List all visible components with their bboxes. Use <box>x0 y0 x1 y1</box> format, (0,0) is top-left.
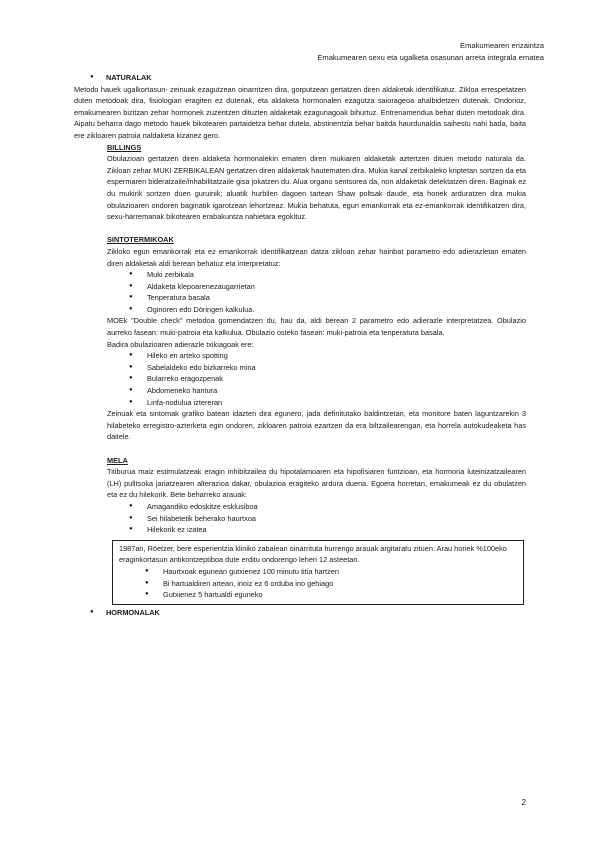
list-item: ● Abdomeneko hantura <box>129 385 526 397</box>
list-item: ● Sabelaldeko edo bizkarreko mina <box>129 362 526 374</box>
bullet-icon: ● <box>90 608 94 615</box>
list-item: ● Bularreko eragozpenak <box>129 373 526 385</box>
list-item: ● Tenperatura basala <box>129 292 526 304</box>
sintotermikoak-heading: SINTOTERMIKOAK <box>107 235 174 245</box>
mela-heading: MELA <box>107 455 128 465</box>
bullet-icon: ● <box>90 74 94 80</box>
list-item: ● Bi hartualdiren artean, inoiz ez 6 orduba ino gehiago <box>145 578 517 590</box>
roetzer-rules-box <box>112 540 524 605</box>
list-item: ● Muki zerbikala <box>129 269 526 281</box>
list-item: ● Hileko en arteko spotting <box>129 350 526 362</box>
roetzer-rules-list <box>145 566 517 601</box>
list-item: ● Oginoren edo Döringen kalkulua. <box>129 304 526 316</box>
secondary-indicators-intro: Badira obulazioaren adierazle txikiagoak ere: <box>107 339 254 349</box>
mela-intro: Titiburua maiz estimulatzeak eragin inhibitzailea du hipotalamoaren eta hipofisiaren funtzioan, eta hormona luteinizatzailearen (LH) pulltsoka jariatzearen alterazioa dakar, obulazioa eragiteko ardura duena. Egoera horretan, emakumeak ez du obulatzen eta ez du hilekorik. Bete beharreko arauak: <box>107 467 526 500</box>
sintotermikoak-intro: Zikloko egun emankorrak eta ez emankorrak identifikatzean datza zikloan zehar hainbat parametro edo adierazletan ematen diren aldaketak aldi berean behatuz eta interpretatuz: <box>107 246 526 268</box>
list-item: ● Gutxienez 5 hartualdi eguneko <box>145 589 517 601</box>
page-number: 2 <box>521 798 526 807</box>
mela-rules-list <box>129 501 526 536</box>
roetzer-intro: 1987an, Röetzer, bere esperientzia kliniko zabalean oinarrituta hurrengo arauak argitaratu zituen: Arau horiek %100eko eraginkortasun antikontzeptiboa dute erditu ondorengo lehen 12 asteetan. <box>119 543 507 565</box>
naturalak-intro: Metodo hauek ugalkortasun- zeinuak ezagutzean oinarritzen dira, gorputzean gertatzen diren aldaketak identifikatuz. Zikloa errespetatzen duten metodoak dira, fisiologian eragiten ez dutenak, eta aldaketa hormonalen ezagutza saiorageoa ahalbidetzen dutenak. Ondorioz, emakumearen bizitzan zehar hormonek zuzentzen dituzten aldaketak ezagunagoak bihurtuz. Entrenamendua behar duten metodoak dira. Aipatu beharra dago metodo hauek bikotearen partaidetza behar dutela, abstinentzia behar baitda haurdunaldia saihestu nahi bada, baita ere zikloaren patroia naldaketa kizanez gero. <box>74 84 526 140</box>
secondary-indicators-list <box>129 350 526 408</box>
page-content <box>74 72 526 618</box>
page-header <box>317 40 544 63</box>
section-naturalak-heading: ● NATURALAK <box>90 73 152 82</box>
list-item: ● Hilekorik ez izatea <box>129 524 526 536</box>
list-item: ● Sei hilabetetik beherako haurtxoa <box>129 513 526 525</box>
list-item: ● Haurtxoak egunean gutxienez 100 minutu titia hartzen <box>145 566 517 578</box>
header-title: Emakumearen erizaintza <box>460 41 544 50</box>
list-item: ● Linfa-nodulua iztereran <box>129 397 526 409</box>
double-check-text: MOEk "Double check" metodoa gomendatzen du, hau da, aldi berean 2 parametro edo adierazle interpretatzea. Obulazio aurreko fasean: muki-patroia eta kalkulua. Obulazio osteko fasean: muki-patroia eta tenperatura basala. <box>107 316 526 338</box>
list-item: ● Amagandiko edoskitze esklusiboa <box>129 501 526 513</box>
sintotermikoak-closing: Zeinuak eta sintomak grafiko batean idazten dira egunero, jada definitutako baldintzetan, eta monitore baten laguntzarekin 3 hilabeteko erregistro-azterketa egin ondoren, zikloaren patroia ezartzen da era biltzailearengan, eta horrela autokudeaketa has daitele. <box>107 409 526 442</box>
billings-heading: BILLINGS <box>107 142 142 152</box>
billings-text: Obulazioan gertatzen diren aldaketa hormonalekin ematen diren mukiaren aldaketak aztertzen dituen metodo naturala da. Zikloan zehar MUKI ZERBIKALEAN gertatzen diren aldaketak hautematen dira. Mukia kanal zerbikaleko kriptetan sortzen da eta espermaren bideratzaile/inhabilitatzaile gisa jokatzen du. Alua organo sentsorea da, non aldaketak detektatzen diren. Baginak ez du mukirik sortzen duen guruinik; aluatik hurbilen dagoen tartean Shaw poltsak daude, eta horiek arduratzen dira mukia obulazioaren ondoren baginatik igarotzean lehortzeaz. Mukia behatuta, egun emankorrak eta ez-emankorrak identifikatzen dira, sexu-harremanak bikotearen erabakuntza nahietara egokituz. <box>107 154 526 222</box>
list-item: ● Aldaketa klepoarenezaugarrietan <box>129 281 526 293</box>
section-hormonalak-heading: ● HORMONALAK <box>90 607 160 617</box>
sintotermikoak-param-list <box>129 269 526 315</box>
header-subtitle: Emakumearen sexu eta ugalketa osasunari arreta integrala ematea <box>317 52 544 62</box>
